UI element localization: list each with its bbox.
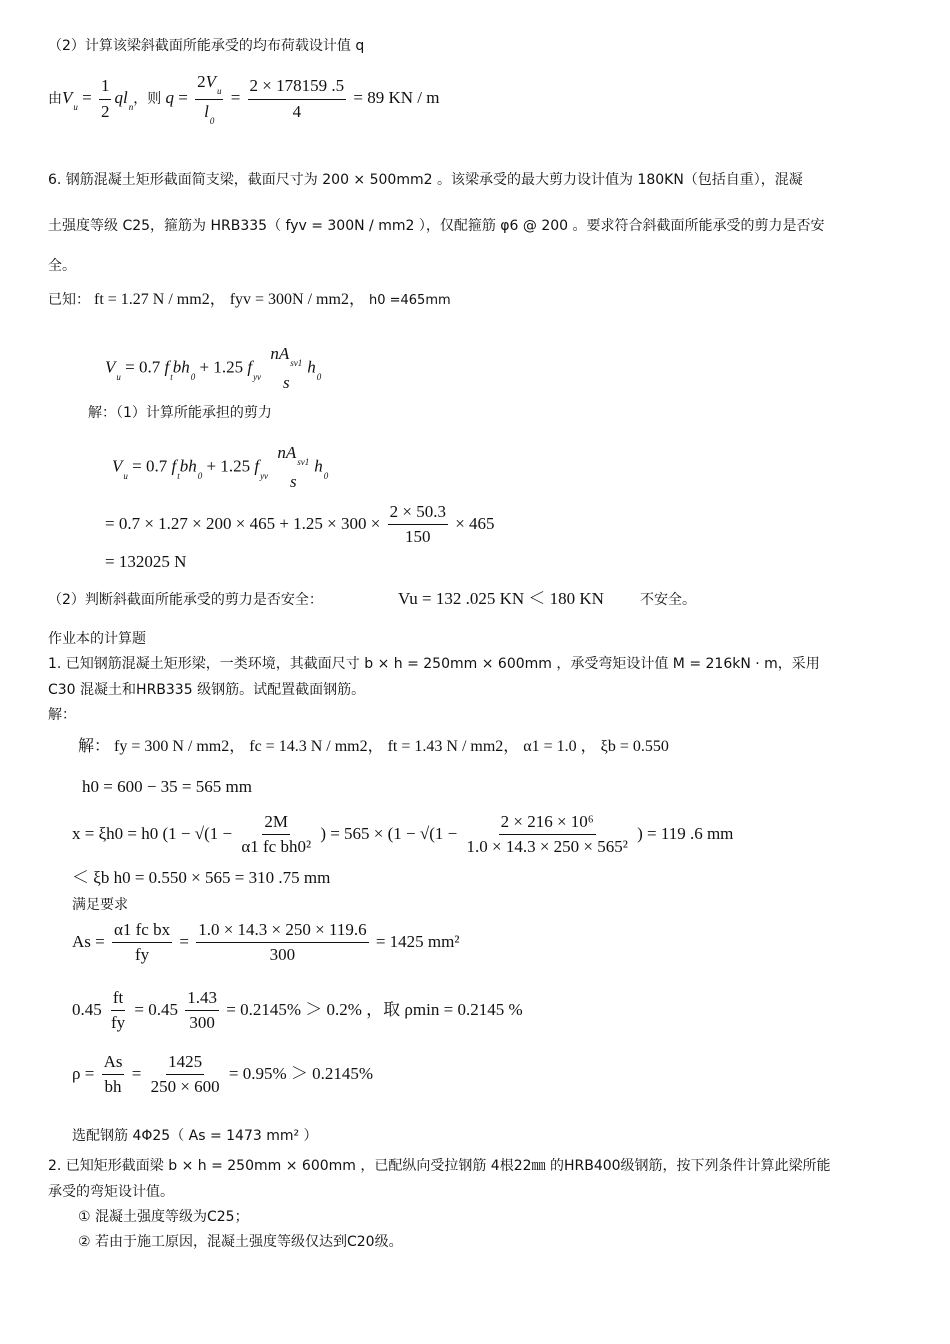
homework-q2-line-1: 2. 已知矩形截面梁 b × h = 250mm × 600mm ，已配纵向受拉钢筋 4根22㎜ 的HRB400级钢筋，按下列条件计算此梁所能 (48, 1158, 831, 1174)
homework-title: 作业本的计算题 (48, 631, 146, 647)
shear-calculation: = 0.7 × 1.27 × 200 × 465 + 1.25 × 300 × $\frac{2 \times 50.3}{150}$ × 465 (105, 502, 495, 547)
equation-q-result: = 89 KN / m (353, 88, 440, 108)
shear-result: = 132025 N (105, 552, 187, 571)
equation-q: 由$V_u$ = $\frac{1}{2}$ $ql_n$，则 q = $\frac{2V_u}{l_0}$ = $\frac{2 \times 178159 .5}{4}$ = 89 KN / m (48, 72, 440, 126)
shear-formula-solution: $V_u = 0.7$ $f_tbh_0 + 1.25$ $f_{yv}$ $nA_{sv1}$ s $h_0$ (112, 443, 329, 491)
rho-equation: ρ = $\frac{As}{bh}$ = $\frac{1425}{250 \times 600}$ = 0.95% ＞ 0.2145% (72, 1052, 374, 1097)
homework-q2-line-2: 承受的弯矩设计值。 (48, 1184, 174, 1200)
homework-q1-line-2: C30 混凝土和HRB335 级钢筋。试配置截面钢筋。 (48, 682, 366, 698)
problem-6-line-1: 6. 钢筋混凝土矩形截面简支梁，截面尺寸为 200 × 500mm2 。该梁承受的最大剪力设计值为 180KN（包括自重），混凝 (48, 172, 803, 188)
shear-formula: $V_u = 0.7$ $f_tbh_0 + 1.25$ $f_{yv}$ $nA_{sv1}$ s $h_0$ (105, 344, 322, 392)
problem-6-line-2: 土强度等级 C25，箍筋为 HRB335（ fyv = 300N / mm2 ），仅配箍筋 φ6 @ 200 。要求符合斜截面所能承受的剪力是否安 (48, 218, 825, 234)
as-equation: As = $\frac{\text{α1 fc bx}}{fy}$ = $\frac{1.0 \times 14.3 \times 250 \times 119.6}{300}$ = 1425 mm² (72, 920, 460, 965)
h0-line: h0 = 600 − 35 = 565 mm (82, 777, 252, 796)
judge-label: （2）判断斜截面所能承受的剪力是否安全： (48, 592, 323, 608)
x-equation: x = ξh0 = h0 (1 − √(1 − $\frac{2M}{\text{α1 fc bh0²}}$ ) = 565 × (1 − √(1 − $\frac{\text{2 × 216 × 10⁶}}{\text{1.0 × 14.3 × 250 × 565²}}$ ) = 119 .6 mm (72, 812, 734, 857)
known-values-6: 已知： ft = 1.27 N / mm2， fyv = 300N / mm2， h0 =465mm (48, 291, 451, 308)
homework-known: 解： fy = 300 N / mm2， fc = 14.3 N / mm2， ft = 1.43 N / mm2， α1 = 1.0 ， ξb = 0.550 (78, 738, 669, 755)
homework-q2-item-1: ① 混凝土强度等级为C25； (78, 1209, 249, 1225)
x-check: ＜ ξb h0 = 0.550 × 565 = 310 .75 mm (72, 868, 331, 887)
satisfy-label: 满足要求 (72, 897, 128, 913)
judge-equation: Vu = 132 .025 KN ＜ 180 KN (398, 589, 604, 608)
solution-step-1: 解：（1）计算所能承担的剪力 (88, 405, 272, 421)
homework-q2-item-2: ② 若由于施工原因，混凝土强度等级仅达到C20级。 (78, 1234, 403, 1250)
homework-solution-label: 解： (48, 707, 76, 723)
judge-result: 不安全。 (640, 592, 696, 608)
homework-q1-line-1: 1. 已知钢筋混凝土矩形梁，一类环境，其截面尺寸 b × h = 250mm × 600mm ，承受弯矩设计值 M = 216kN · m，采用 (48, 656, 820, 672)
rebar-selection: 选配钢筋 4Φ25（ As = 1473 mm² ） (72, 1128, 318, 1144)
section-heading-q: （2）计算该梁斜截面所能承受的均布荷载设计值 q (48, 38, 365, 54)
problem-6-line-3: 全。 (48, 258, 76, 274)
rho-min-equation: 0.45 $\frac{ft}{fy}$ = 0.45 $\frac{1.43}{300}$ = 0.2145% ＞ 0.2% ，取 ρmin = 0.2145 % (72, 988, 523, 1033)
